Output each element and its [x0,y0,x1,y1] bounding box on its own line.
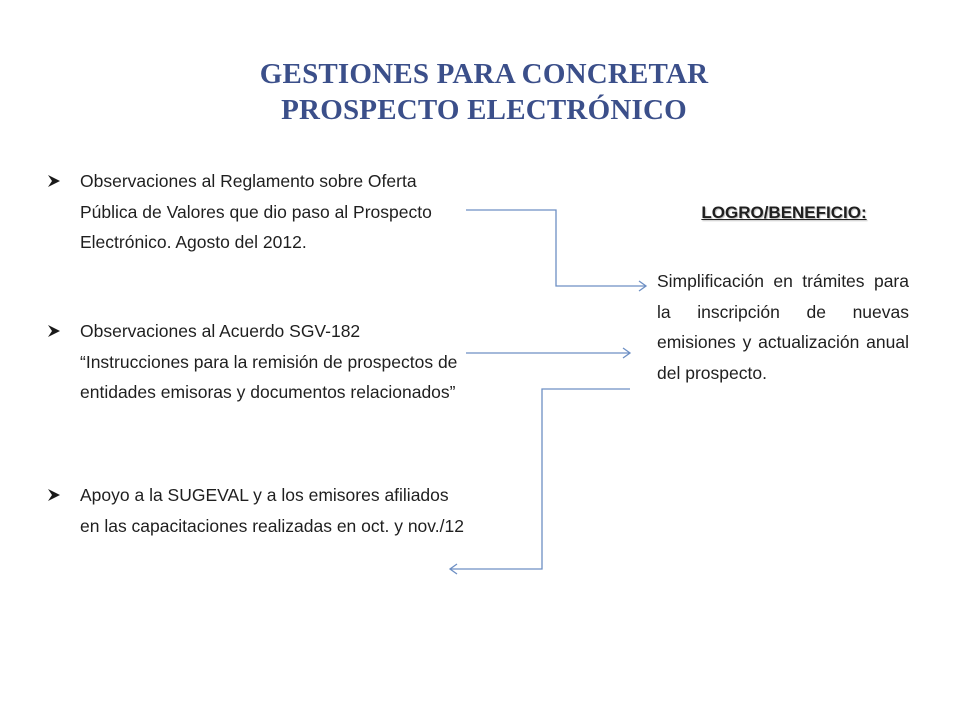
title-line-2: PROSPECTO ELECTRÓNICO [281,94,687,126]
bullet-text: Apoyo a la SUGEVAL y a los emisores afiliados en las capacitaciones realizadas en oct. y nov./12 [80,485,464,536]
logro-text: Simplificación en trámites para la inscripción de nuevas emisiones y actualización anual del prospecto. [657,271,909,383]
bullet-text: Observaciones al Acuerdo SGV-182 “Instrucciones para la remisión de prospectos de entidades emisoras y documentos relacionados” [80,321,458,402]
connector-arrow-1 [466,210,646,286]
logro-heading: LOGRO/BENEFICIO: [701,203,867,222]
bullet-text: Observaciones al Reglamento sobre Oferta Pública de Valores que dio paso al Prospecto Electrónico. Agosto del 2012. [80,171,432,252]
connector-arrow-3 [450,389,630,569]
title-line-1: GESTIONES PARA CONCRETAR [259,58,709,90]
